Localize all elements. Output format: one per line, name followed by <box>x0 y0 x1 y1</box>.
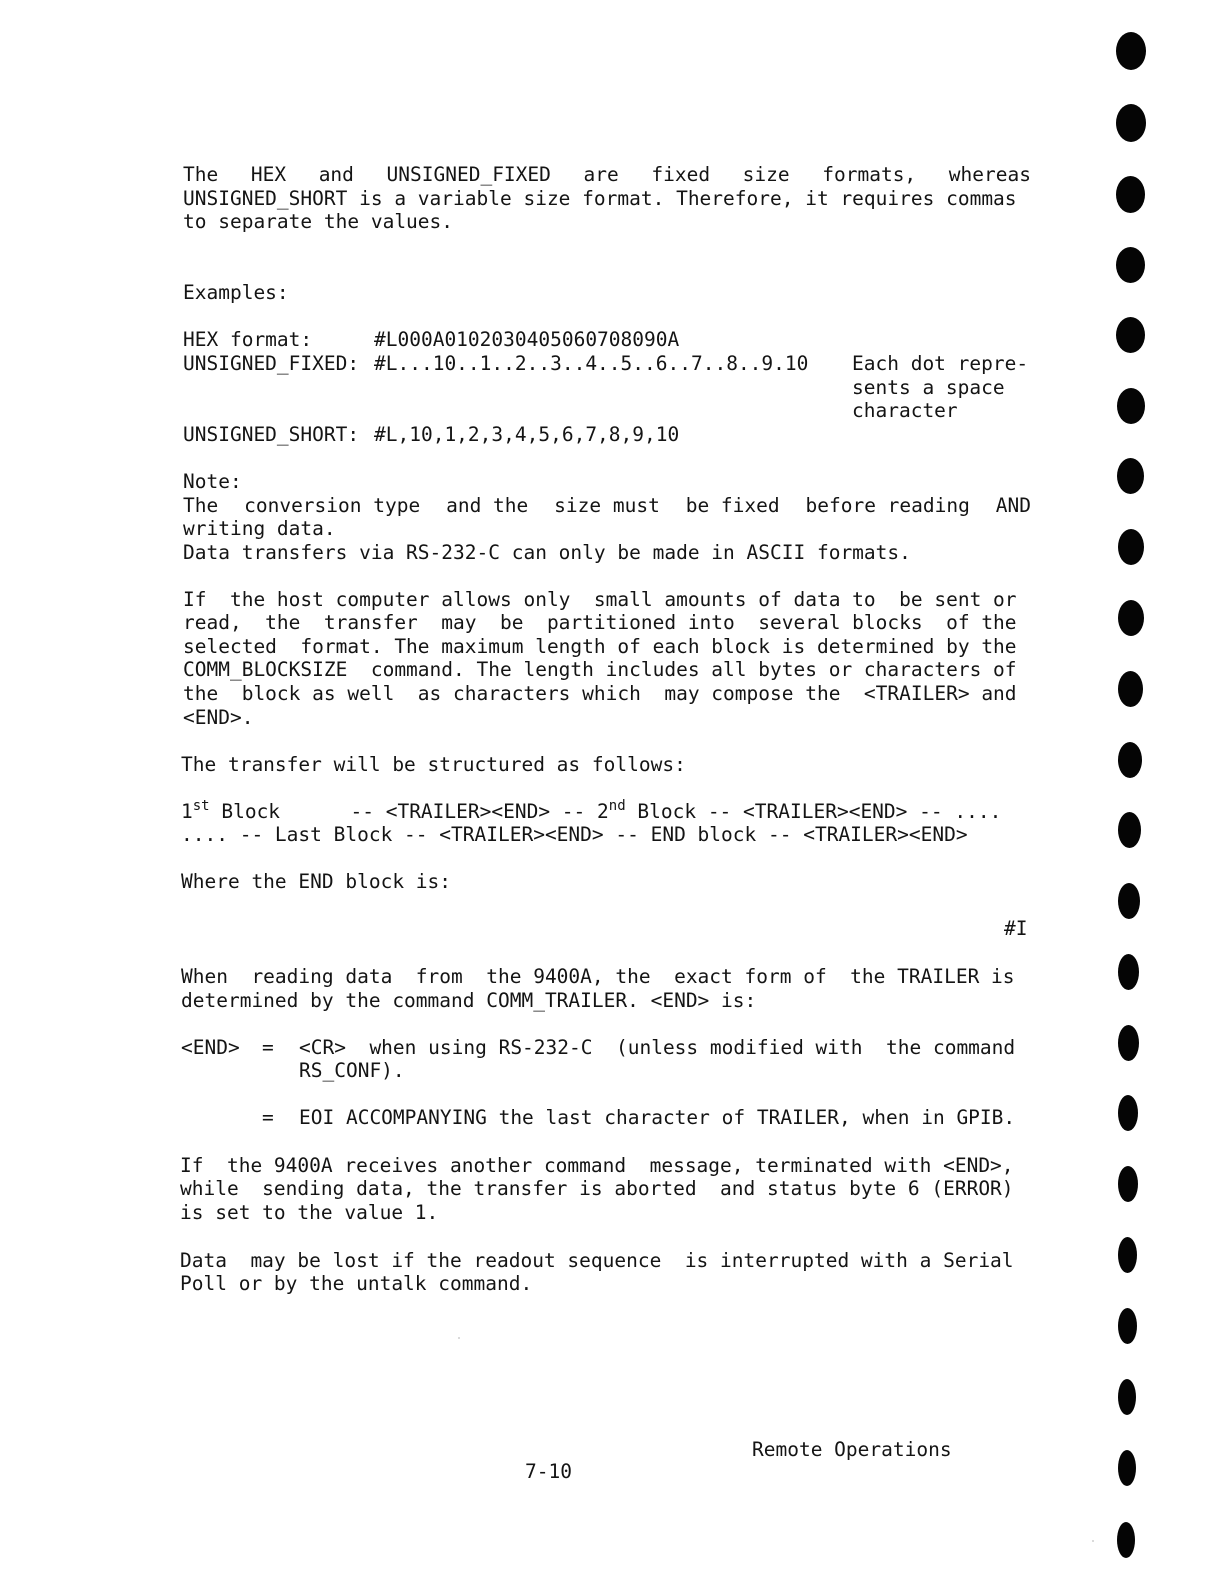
abort-line: is set to the value 1. <box>180 1201 439 1224</box>
note-word: The <box>183 494 219 517</box>
footer-section-title: Remote Operations <box>752 1438 952 1461</box>
equals-sign: = <box>262 1036 274 1059</box>
binder-hole-icon <box>1118 1237 1137 1273</box>
intro-word: whereas <box>948 163 1031 186</box>
short-value: #L,10,1,2,3,4,5,6,7,8,9,10 <box>374 423 680 446</box>
intro-word: HEX <box>250 163 287 186</box>
equals-sign: = <box>262 1106 274 1129</box>
partition-line: COMM_BLOCKSIZE command. The length includes all bytes or characters of <box>183 658 1017 681</box>
binder-hole-icon <box>1118 529 1144 565</box>
loss-line: Data may be lost if the readout sequence is interrupted with a Serial <box>180 1249 1014 1272</box>
dot-note-text: sents a space <box>852 376 1005 399</box>
note-word: AND <box>995 494 1031 517</box>
binder-hole-icon <box>1116 247 1145 283</box>
block-ordinal: 1 <box>181 800 193 823</box>
intro-word: fixed <box>651 163 711 186</box>
binder-hole-icon <box>1118 1025 1139 1061</box>
partition-line: read, the transfer may be partitioned into several blocks of the <box>183 611 1017 634</box>
partition-line: If the host computer allows only small amounts of data to be sent or <box>183 588 1017 611</box>
intro-word: are <box>583 163 619 186</box>
intro-line-3: to separate the values. <box>183 210 454 233</box>
binder-hole-icon <box>1118 1166 1138 1202</box>
ordinal-suffix: st <box>192 798 210 814</box>
end-def-cr-cont: RS_CONF). <box>299 1059 405 1082</box>
page-number: 7-10 <box>525 1460 572 1483</box>
intro-word: UNSIGNED_FIXED <box>386 163 551 186</box>
note-word: before reading <box>805 494 970 517</box>
note-word: size must <box>554 494 660 517</box>
intro-word: formats, <box>822 163 917 186</box>
binder-hole-icon <box>1118 600 1144 636</box>
binder-hole-icon <box>1117 1522 1135 1558</box>
dot-note-line <box>852 376 1031 400</box>
binder-hole-icon <box>1118 812 1141 848</box>
intro-line-1 <box>183 163 1031 187</box>
scan-speck <box>458 1337 460 1339</box>
binder-hole-icon <box>1117 458 1144 494</box>
abort-line: If the 9400A receives another command message, terminated with <END>, <box>180 1154 1014 1177</box>
end-def-cr: <CR> when using RS-232-C (unless modified with the command <box>299 1036 1016 1059</box>
structure-intro: The transfer will be structured as follows: <box>181 753 686 776</box>
binder-hole-icon <box>1118 671 1143 707</box>
binder-hole-icon <box>1118 883 1140 919</box>
reading-line: determined by the command COMM_TRAILER. <END> is: <box>181 989 757 1012</box>
intro-word: and <box>318 163 354 186</box>
reading-line: When reading data from the 9400A, the exact form of the TRAILER is <box>181 965 1015 988</box>
abort-line: while sending data, the transfer is aborted and status byte 6 (ERROR) <box>180 1177 1014 1200</box>
structure-line-2: .... -- Last Block -- <TRAILER><END> -- END block -- <TRAILER><END> <box>181 823 968 846</box>
binder-hole-icon <box>1118 1450 1136 1486</box>
structure-text: Block -- <TRAILER><END> -- .... <box>625 800 1002 823</box>
fixed-label: UNSIGNED_FIXED: <box>183 352 360 375</box>
note-word: and the <box>446 494 529 517</box>
structure-text: Block -- <TRAILER><END> -- <box>209 800 598 823</box>
end-block-value: #I <box>1004 917 1028 940</box>
binder-hole-icon <box>1118 742 1142 778</box>
hex-label: HEX format: <box>183 328 313 351</box>
ordinal-suffix: nd <box>608 798 626 814</box>
structure-line-1 <box>181 800 1001 824</box>
dot-note-line: character <box>852 399 958 422</box>
intro-word: The <box>183 163 219 186</box>
loss-line: Poll or by the untalk command. <box>180 1272 533 1295</box>
note-line-3: Data transfers via RS-232-C can only be made in ASCII formats. <box>183 541 911 564</box>
note-word: be fixed <box>685 494 780 517</box>
binder-hole-icon <box>1116 104 1146 142</box>
partition-line: selected format. The maximum length of each block is determined by the <box>183 635 1017 658</box>
examples-heading: Examples: <box>183 281 289 304</box>
fixed-value: #L...10..1..2..3..4..5..6..7..8..9.10 <box>374 352 809 375</box>
binder-hole-icon <box>1116 317 1145 353</box>
note-line-2: writing data. <box>183 517 336 540</box>
end-term: <END> <box>181 1036 240 1059</box>
short-label: UNSIGNED_SHORT: <box>183 423 360 446</box>
binder-hole-icon <box>1116 32 1146 70</box>
binder-hole-icon <box>1117 388 1145 424</box>
binder-hole-icon <box>1118 1379 1136 1415</box>
scan-speck <box>1092 1540 1094 1542</box>
binder-hole-icon <box>1118 1308 1137 1344</box>
intro-word: size <box>742 163 790 186</box>
binder-hole-icon <box>1118 1095 1138 1131</box>
partition-line: the block as well as characters which may compose the <TRAILER> and <box>183 682 1017 705</box>
dot-note-line: Each dot repre- <box>852 352 1029 375</box>
partition-line: <END>. <box>183 706 254 729</box>
note-heading: Note: <box>183 470 242 493</box>
intro-line-2: UNSIGNED_SHORT is a variable size format. Therefore, it requires commas <box>183 187 1017 210</box>
note-line-1 <box>183 494 1031 518</box>
note-word: conversion type <box>244 494 421 517</box>
block-ordinal: 2 <box>597 800 609 823</box>
end-block-intro: Where the END block is: <box>181 870 452 893</box>
binder-hole-icon <box>1118 954 1139 990</box>
hex-value: #L000A0102030405060708090A <box>374 328 680 351</box>
binder-hole-icon <box>1116 176 1145 213</box>
end-def-eoi: EOI ACCOMPANYING the last character of TRAILER, when in GPIB. <box>299 1106 1016 1129</box>
